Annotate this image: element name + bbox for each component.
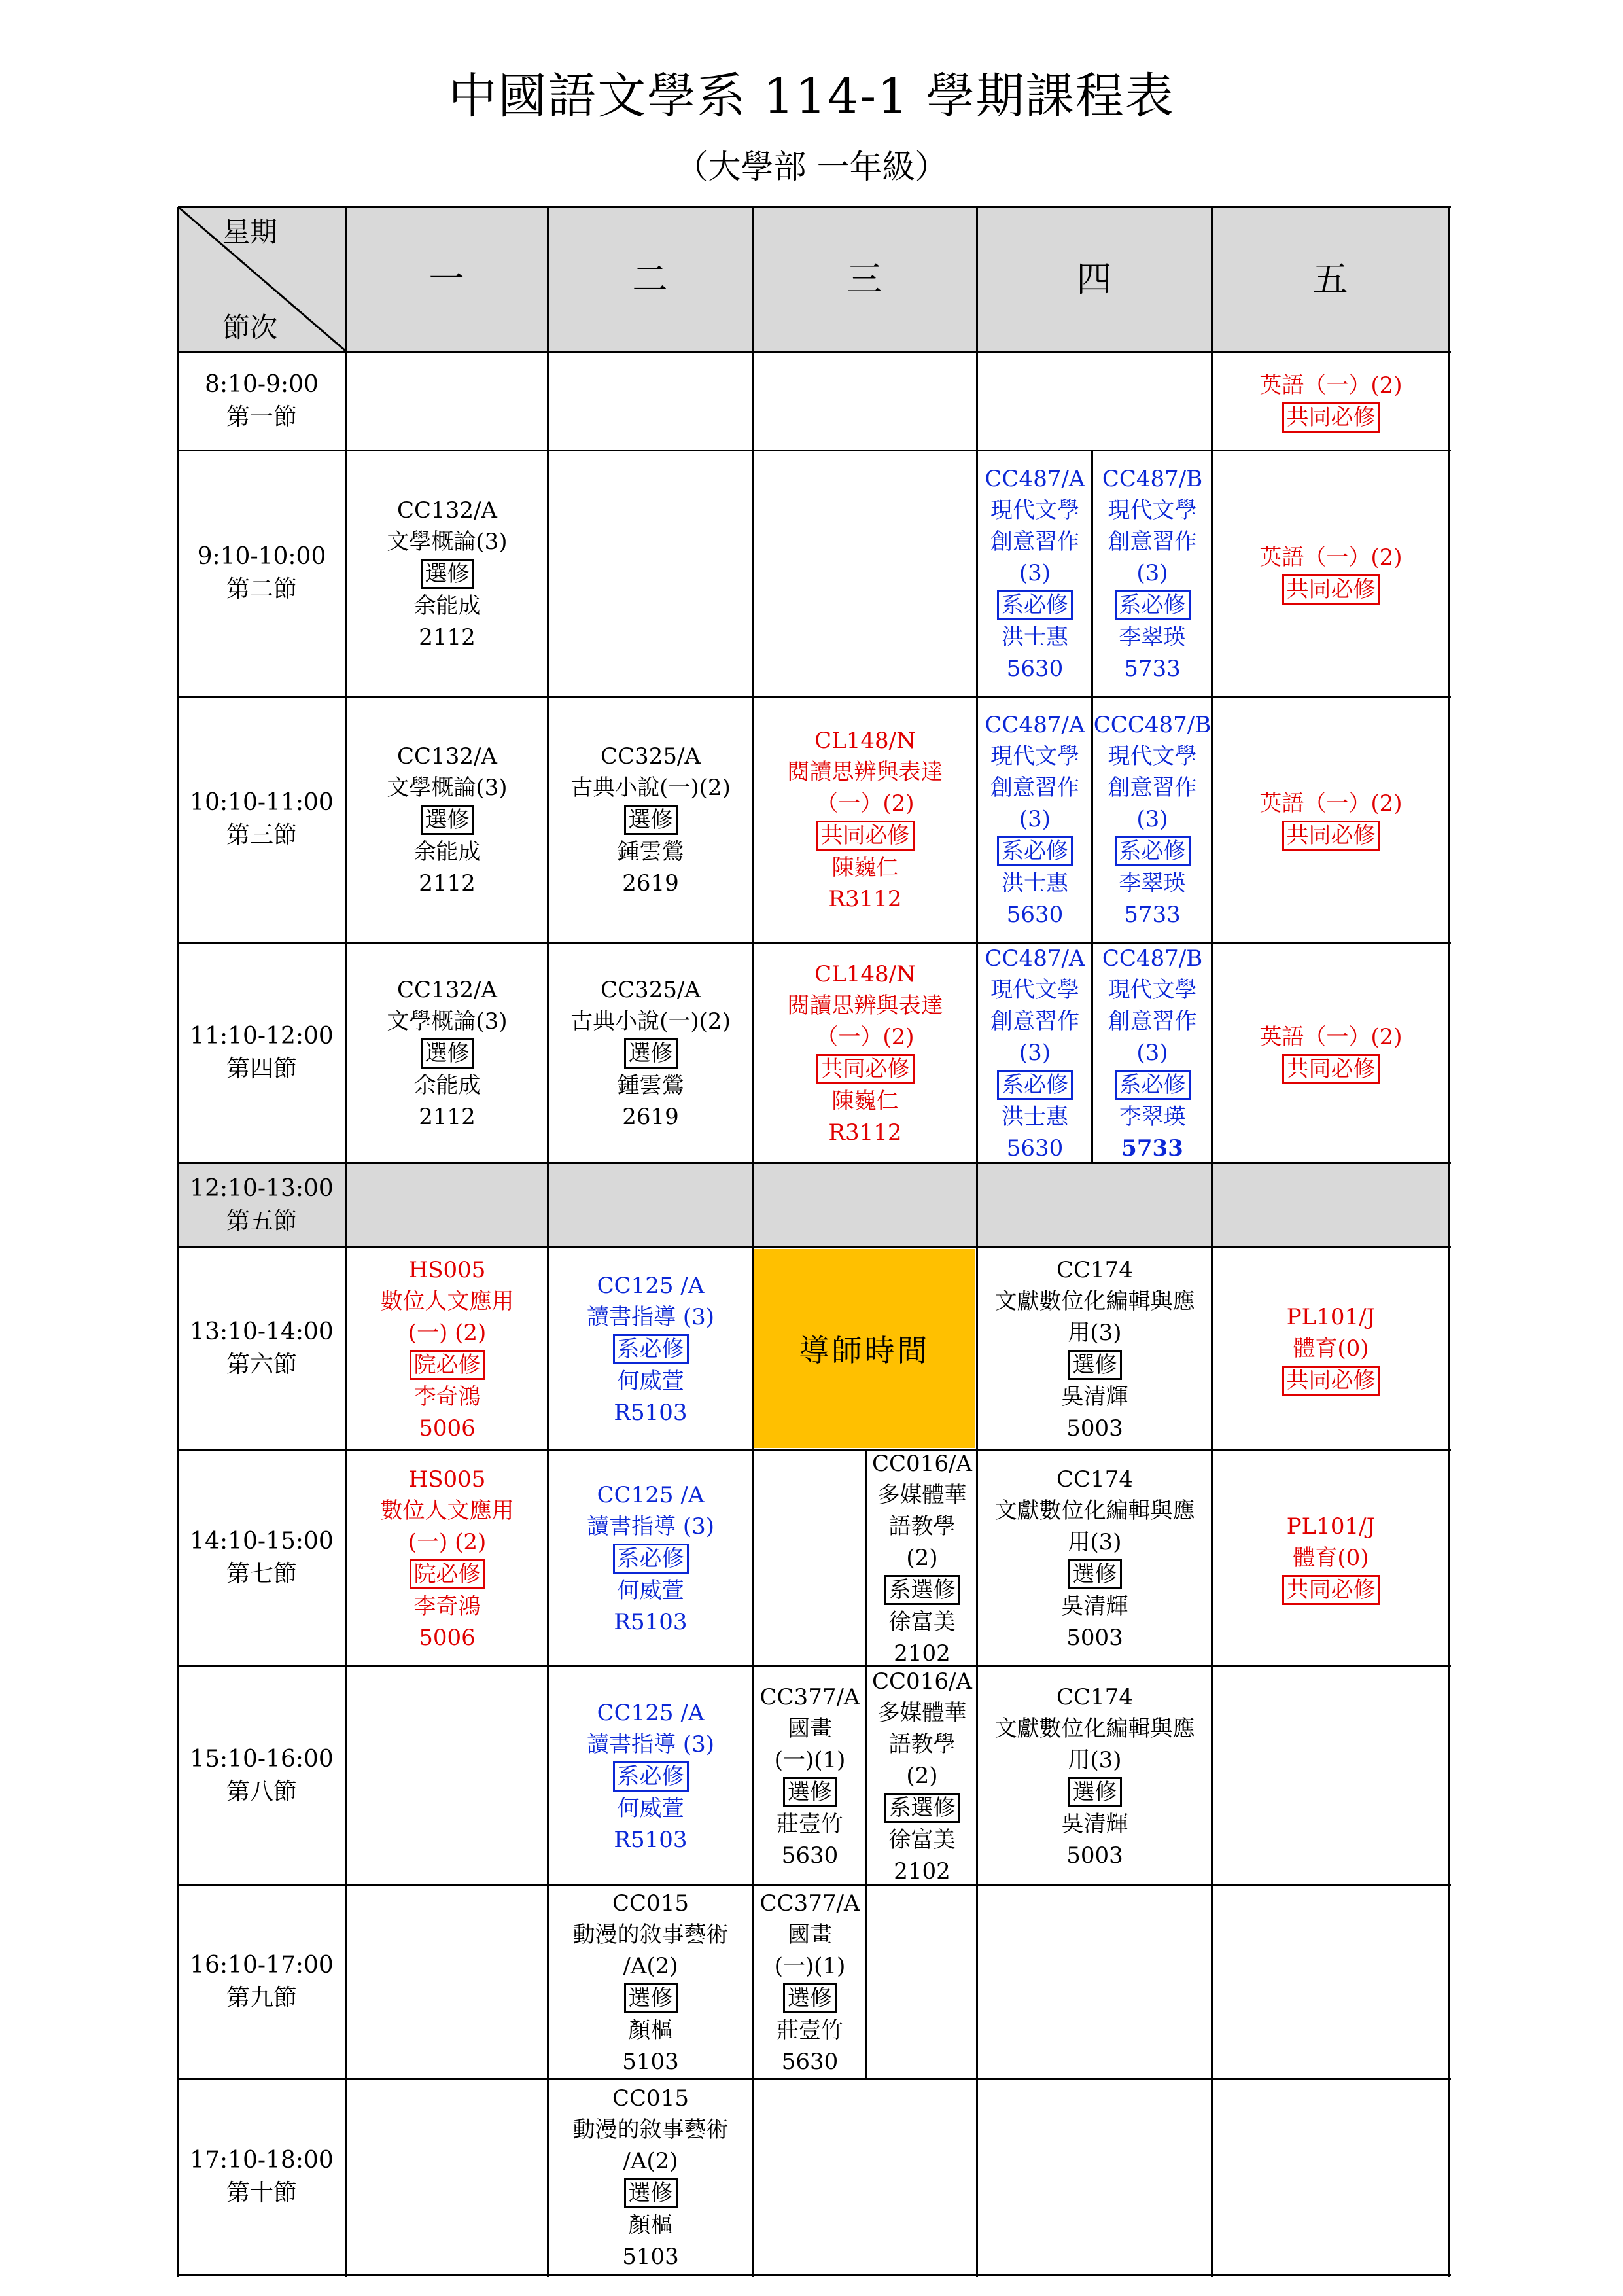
course-line: 徐富美 [888, 1609, 956, 1635]
tutor-time-cell: 導師時間 [754, 1249, 975, 1448]
course-code: CC377/A [759, 1890, 860, 1916]
course-line: 文獻數位化編輯與應 [994, 1288, 1195, 1315]
course-code: CC174 [1056, 1684, 1133, 1710]
course-line: /A(2) [623, 2148, 678, 2174]
course-line: 國畫 [788, 1715, 832, 1742]
period-name: 第九節 [226, 1985, 297, 2011]
course-line: 2619 [622, 870, 679, 896]
course-type-line [783, 1776, 837, 1809]
period-time: 10:10-11:00 [190, 789, 334, 816]
course-type-line [816, 819, 915, 852]
course-line: R3112 [828, 1119, 902, 1146]
course-line: 李翠瑛 [1119, 1103, 1186, 1130]
course-code: CC132/A [397, 976, 497, 1003]
period-time: 9:10-10:00 [197, 543, 326, 570]
header-week-label: 星期 [222, 216, 278, 248]
course-line: 數位人文應用 [380, 1288, 514, 1315]
course-line: 莊壹竹 [777, 2017, 843, 2043]
course-code: CC174 [1056, 1466, 1133, 1492]
course-line: 鍾雲鶯 [617, 1072, 684, 1099]
period-name: 第八節 [226, 1778, 297, 1805]
course-code: 英語（一）(2) [1259, 372, 1403, 398]
course-code: 英語（一）(2) [1259, 790, 1403, 817]
course-cell[interactable] [978, 1667, 1212, 1885]
course-line: 文獻數位化編輯與應 [994, 1715, 1195, 1742]
course-line: 用(3) [1068, 1320, 1122, 1346]
course-line: (2) [906, 1762, 938, 1789]
course-type-badge: 共同必修 [1282, 1366, 1380, 1396]
period-name: 第六節 [226, 1351, 297, 1378]
course-type-badge: 系選修 [884, 1793, 960, 1823]
course-type-line [421, 1037, 474, 1070]
course-cell[interactable] [1213, 451, 1449, 696]
course-line: 創意習作 [990, 529, 1079, 555]
course-cell[interactable] [754, 1667, 866, 1885]
course-type-line [997, 589, 1073, 622]
course-line: 2102 [894, 1640, 951, 1667]
course-cell[interactable] [754, 1886, 866, 2079]
course-type-line [624, 2177, 678, 2210]
course-line: 5103 [622, 2244, 679, 2270]
course-line: 5733 [1124, 656, 1181, 682]
course-type-line [1282, 1053, 1380, 1086]
course-type-line [1282, 1574, 1380, 1606]
course-code: CC325/A [601, 743, 701, 769]
course-line: 2112 [419, 624, 476, 650]
course-code: CC125 /A [597, 1699, 705, 1726]
course-type-line [1115, 1069, 1191, 1101]
course-line: 李奇鴻 [413, 1593, 481, 1619]
course-cell[interactable] [978, 698, 1092, 942]
period-label [178, 1885, 345, 2079]
course-line: 2112 [419, 870, 476, 896]
period-time: 17:10-18:00 [190, 2147, 334, 2174]
course-line: 語教學 [888, 1731, 956, 1757]
period-name: 第五節 [226, 1207, 297, 1235]
course-type-line [1068, 1558, 1122, 1591]
course-line: 洪士惠 [1002, 1103, 1068, 1130]
course-type-badge: 選修 [1068, 1777, 1122, 1807]
course-type-badge: 選修 [1068, 1559, 1122, 1589]
course-line: (3) [1136, 1039, 1168, 1066]
period-label [178, 942, 345, 1163]
course-code: CC487/A [985, 712, 1085, 738]
course-type-badge: 院必修 [410, 1559, 485, 1589]
course-type-line [613, 1542, 689, 1575]
period-label [178, 450, 345, 696]
course-type-line [613, 1760, 689, 1793]
course-code: 英語（一）(2) [1259, 544, 1403, 571]
course-line: 5630 [781, 1842, 839, 1869]
course-line: 2112 [419, 1103, 476, 1130]
course-line: 現代文學 [1108, 497, 1197, 523]
course-code: CC487/B [1102, 945, 1203, 972]
course-cell[interactable] [1213, 698, 1449, 942]
row-line [178, 2274, 1451, 2276]
course-line: 讀書指導 (3) [587, 1304, 714, 1330]
course-cell[interactable] [347, 944, 548, 1163]
course-line: 體育(0) [1293, 1545, 1369, 1571]
course-line: 語教學 [888, 1513, 956, 1540]
course-line: 體育(0) [1293, 1335, 1369, 1362]
course-cell[interactable] [1093, 451, 1212, 696]
course-line: 現代文學 [1108, 976, 1197, 1003]
course-type-line [884, 1574, 960, 1606]
course-line: 莊壹竹 [777, 1810, 843, 1837]
course-type-line [1068, 1776, 1122, 1809]
course-line: (3) [1019, 1039, 1051, 1066]
course-line: 古典小說(一)(2) [570, 775, 731, 801]
course-cell[interactable] [1213, 1248, 1449, 1450]
course-cell[interactable] [1213, 944, 1449, 1163]
course-line: 創意習作 [1108, 529, 1197, 555]
course-line: 吳清輝 [1061, 1384, 1128, 1410]
course-code: CC132/A [397, 497, 497, 523]
course-code: CC487/A [985, 945, 1085, 972]
course-line: 何威萱 [617, 1368, 684, 1394]
course-code: CC016/A [872, 1668, 972, 1695]
course-cell[interactable] [549, 1451, 752, 1666]
course-cell[interactable] [549, 1886, 752, 2079]
course-line: 國畫 [788, 1922, 832, 1948]
course-type-line [1068, 1349, 1122, 1381]
course-cell[interactable] [347, 1248, 548, 1450]
course-code: CL148/N [814, 961, 916, 987]
course-cell[interactable] [1093, 944, 1212, 1163]
course-line: 余能成 [413, 1072, 481, 1099]
course-type-line [1282, 401, 1380, 434]
course-cell[interactable] [754, 944, 977, 1163]
period-label [178, 1247, 345, 1450]
course-cell[interactable] [978, 944, 1092, 1163]
course-code: CCC487/B [1093, 712, 1212, 738]
course-line: 洪士惠 [1002, 624, 1068, 650]
day-header: 二 [632, 258, 668, 300]
course-type-line [1115, 835, 1191, 868]
course-line: (一)(1) [774, 1746, 846, 1773]
course-type-badge: 選修 [783, 1983, 837, 2013]
course-type-badge: 選修 [421, 805, 474, 835]
course-type-badge: 共同必修 [816, 821, 915, 851]
course-type-line [1115, 589, 1191, 622]
course-type-badge: 系必修 [997, 836, 1073, 866]
course-line: 5103 [622, 2049, 679, 2075]
period-label [178, 1450, 345, 1666]
period-time: 13:10-14:00 [190, 1318, 334, 1345]
course-line: 鍾雲鶯 [617, 839, 684, 865]
day-header: 三 [846, 258, 882, 300]
course-code: CL148/N [814, 728, 916, 754]
course-type-badge: 共同必修 [816, 1054, 915, 1084]
period-label [178, 351, 345, 450]
course-line: 創意習作 [1108, 1008, 1197, 1034]
course-line: 文學概論(3) [387, 529, 508, 555]
course-cell[interactable] [549, 1248, 752, 1450]
page-title: 中國語文學系 114-1 學期課程表 [448, 68, 1175, 124]
period-time: 12:10-13:00 [190, 1174, 334, 1202]
course-type-line [997, 1069, 1073, 1101]
course-type-badge: 系選修 [884, 1575, 960, 1605]
course-type-line [1282, 573, 1380, 606]
course-line: (一) (2) [408, 1320, 487, 1346]
course-cell[interactable] [549, 944, 752, 1163]
page-subtitle: （大學部 一年級） [675, 148, 948, 186]
course-line: 2619 [622, 1103, 679, 1130]
course-line: 5630 [1006, 656, 1064, 682]
header-period-label: 節次 [222, 311, 278, 344]
course-type-badge: 選修 [624, 1983, 678, 2013]
course-type-badge: 選修 [1068, 1350, 1122, 1380]
day-header: 五 [1312, 258, 1348, 300]
course-line: (3) [1136, 560, 1168, 586]
course-line: 李奇鴻 [413, 1384, 481, 1410]
course-line: 吳清輝 [1061, 1810, 1128, 1837]
course-line: 吳清輝 [1061, 1593, 1128, 1619]
course-line: 5630 [1006, 902, 1064, 928]
course-type-badge: 系必修 [613, 1334, 689, 1364]
course-cell[interactable] [549, 698, 752, 942]
course-line: 5003 [1066, 1842, 1123, 1869]
course-type-badge: 選修 [783, 1777, 837, 1807]
course-cell[interactable] [1213, 353, 1449, 450]
period-label [178, 1666, 345, 1885]
course-line: 顏樞 [628, 2212, 673, 2238]
course-type-badge: 院必修 [410, 1350, 485, 1380]
course-line: 多媒體華 [877, 1482, 967, 1508]
course-type-line [1282, 1364, 1380, 1397]
course-type-line [783, 1982, 837, 2015]
course-code: HS005 [408, 1466, 486, 1492]
course-line: 創意習作 [990, 1008, 1079, 1034]
course-type-badge: 系必修 [613, 1761, 689, 1792]
course-type-line [410, 1349, 485, 1381]
course-line: 余能成 [413, 593, 481, 619]
day-header: 四 [1076, 258, 1112, 300]
course-line: 讀書指導 (3) [587, 1731, 714, 1757]
course-line: 讀書指導 (3) [587, 1513, 714, 1540]
course-line: 文學概論(3) [387, 1008, 508, 1034]
course-type-badge: 系必修 [1115, 590, 1191, 620]
course-line: 多媒體華 [877, 1699, 967, 1726]
course-line: 余能成 [413, 839, 481, 865]
course-line: 5630 [1006, 1135, 1064, 1161]
course-code: CC132/A [397, 743, 497, 769]
course-line: 創意習作 [1108, 775, 1197, 801]
course-line: 現代文學 [1108, 743, 1197, 769]
course-line: R3112 [828, 886, 902, 912]
lunch-row-bg [178, 1163, 1449, 1247]
course-line: (3) [1019, 806, 1051, 832]
course-type-line [410, 1558, 485, 1591]
course-type-badge: 系必修 [997, 1070, 1073, 1100]
period-label [178, 2079, 345, 2275]
course-line: 5006 [419, 1625, 476, 1651]
course-line: (一) (2) [408, 1529, 487, 1555]
course-cell[interactable] [1213, 1451, 1449, 1666]
period-time: 15:10-16:00 [190, 1745, 334, 1773]
course-code: CC174 [1056, 1257, 1133, 1283]
course-type-line [624, 1982, 678, 2015]
course-type-badge: 共同必修 [1282, 574, 1380, 605]
period-name: 第三節 [226, 822, 297, 849]
course-type-line [624, 1037, 678, 1070]
period-time: 11:10-12:00 [190, 1022, 334, 1050]
course-type-line [816, 1053, 915, 1086]
course-line: 現代文學 [990, 976, 1079, 1003]
course-line: 洪士惠 [1002, 870, 1068, 896]
course-type-badge: 系必修 [1115, 1070, 1191, 1100]
course-type-badge: 共同必修 [1282, 821, 1380, 851]
course-code: CC377/A [759, 1684, 860, 1710]
course-cell[interactable] [978, 1248, 1212, 1450]
course-type-badge: 選修 [421, 559, 474, 589]
course-line: 李翠瑛 [1119, 624, 1186, 650]
course-type-badge: 系必修 [613, 1544, 689, 1574]
course-line: 陳巍仁 [831, 855, 899, 881]
course-cell[interactable] [1093, 698, 1212, 942]
course-type-badge: 共同必修 [1282, 1054, 1380, 1084]
course-line: (一)(1) [774, 1953, 846, 1979]
course-line: 何威萱 [617, 1578, 684, 1604]
course-line: 創意習作 [990, 775, 1079, 801]
course-cell[interactable] [549, 2080, 752, 2275]
course-line: 5003 [1066, 1625, 1123, 1651]
course-type-line [613, 1333, 689, 1366]
course-type-line [997, 835, 1073, 868]
course-line: 5733 [1121, 1135, 1183, 1161]
day-header: 一 [428, 258, 464, 300]
course-line: 5006 [419, 1415, 476, 1441]
course-code: CC487/A [985, 466, 1085, 492]
period-time: 16:10-17:00 [190, 1952, 334, 1979]
course-line: 5003 [1066, 1415, 1123, 1441]
course-cell[interactable] [867, 1451, 977, 1666]
course-type-line [1282, 819, 1380, 852]
course-cell[interactable] [867, 1667, 977, 1885]
course-line: (3) [1019, 560, 1051, 586]
course-line: 古典小說(一)(2) [570, 1008, 731, 1034]
course-type-badge: 選修 [624, 2178, 678, 2208]
course-line: 現代文學 [990, 743, 1079, 769]
course-line: /A(2) [623, 1953, 678, 1979]
course-type-badge: 選修 [624, 1038, 678, 1069]
course-line: 2102 [894, 1858, 951, 1884]
course-line: 閱讀思辨與表達 [787, 759, 943, 785]
course-line: 文獻數位化編輯與應 [994, 1498, 1195, 1524]
course-type-badge: 選修 [421, 1038, 474, 1069]
course-type-badge: 系必修 [997, 590, 1073, 620]
course-type-badge: 系必修 [1115, 836, 1191, 866]
period-name: 第二節 [226, 576, 297, 603]
period-name: 第一節 [226, 403, 297, 431]
course-code: PL101/J [1286, 1304, 1376, 1330]
course-type-line [884, 1792, 960, 1824]
course-line: 動漫的敘事藝術 [572, 2117, 729, 2143]
course-line: R5103 [614, 1826, 688, 1853]
course-code: PL101/J [1286, 1513, 1376, 1540]
course-code: CC125 /A [597, 1273, 705, 1299]
period-time: 8:10-9:00 [205, 370, 319, 398]
course-cell[interactable] [978, 1451, 1212, 1666]
course-type-line [421, 804, 474, 836]
period-time: 14:10-15:00 [190, 1528, 334, 1555]
course-line: 陳巍仁 [831, 1087, 899, 1114]
course-cell[interactable] [347, 698, 548, 942]
course-code: CC015 [612, 1890, 689, 1916]
course-code: CC487/B [1102, 466, 1203, 492]
course-line: （一）(2) [816, 790, 915, 817]
course-line: (3) [1136, 806, 1168, 832]
course-code: 英語（一）(2) [1259, 1023, 1403, 1050]
course-line: 用(3) [1068, 1746, 1122, 1773]
course-line: 閱讀思辨與表達 [787, 992, 943, 1019]
course-line: 文學概論(3) [387, 775, 508, 801]
course-line: 李翠瑛 [1119, 870, 1186, 896]
course-type-badge: 共同必修 [1282, 402, 1380, 433]
period-name: 第十節 [226, 2180, 297, 2206]
course-line: 何威萱 [617, 1795, 684, 1822]
course-code: CC015 [612, 2085, 689, 2111]
period-label [178, 696, 345, 942]
course-line: R5103 [614, 1609, 688, 1635]
course-code: HS005 [408, 1257, 486, 1283]
course-line: R5103 [614, 1400, 688, 1426]
course-line: 徐富美 [888, 1826, 956, 1853]
period-name: 第四節 [226, 1055, 297, 1082]
course-type-line [421, 557, 474, 590]
course-line: （一）(2) [816, 1023, 915, 1050]
course-line: (2) [906, 1545, 938, 1571]
course-type-badge: 共同必修 [1282, 1575, 1380, 1605]
course-cell[interactable] [978, 451, 1092, 696]
course-line: 5630 [781, 2049, 839, 2075]
course-code: CC125 /A [597, 1482, 705, 1508]
course-type-badge: 選修 [624, 805, 678, 835]
course-line: 數位人文應用 [380, 1498, 514, 1524]
course-type-line [624, 804, 678, 836]
course-line: 現代文學 [990, 497, 1079, 523]
course-cell[interactable] [549, 1667, 752, 1885]
course-cell[interactable] [754, 698, 977, 942]
period-label [178, 1163, 345, 1247]
course-line: 5733 [1124, 902, 1181, 928]
course-line: 顏樞 [628, 2017, 673, 2043]
course-code: CC016/A [872, 1451, 972, 1477]
course-line: 動漫的敘事藝術 [572, 1922, 729, 1948]
course-cell[interactable] [347, 1451, 548, 1666]
course-cell[interactable] [347, 451, 548, 696]
course-code: CC325/A [601, 976, 701, 1003]
course-line: 用(3) [1068, 1529, 1122, 1555]
period-name: 第七節 [226, 1561, 297, 1587]
